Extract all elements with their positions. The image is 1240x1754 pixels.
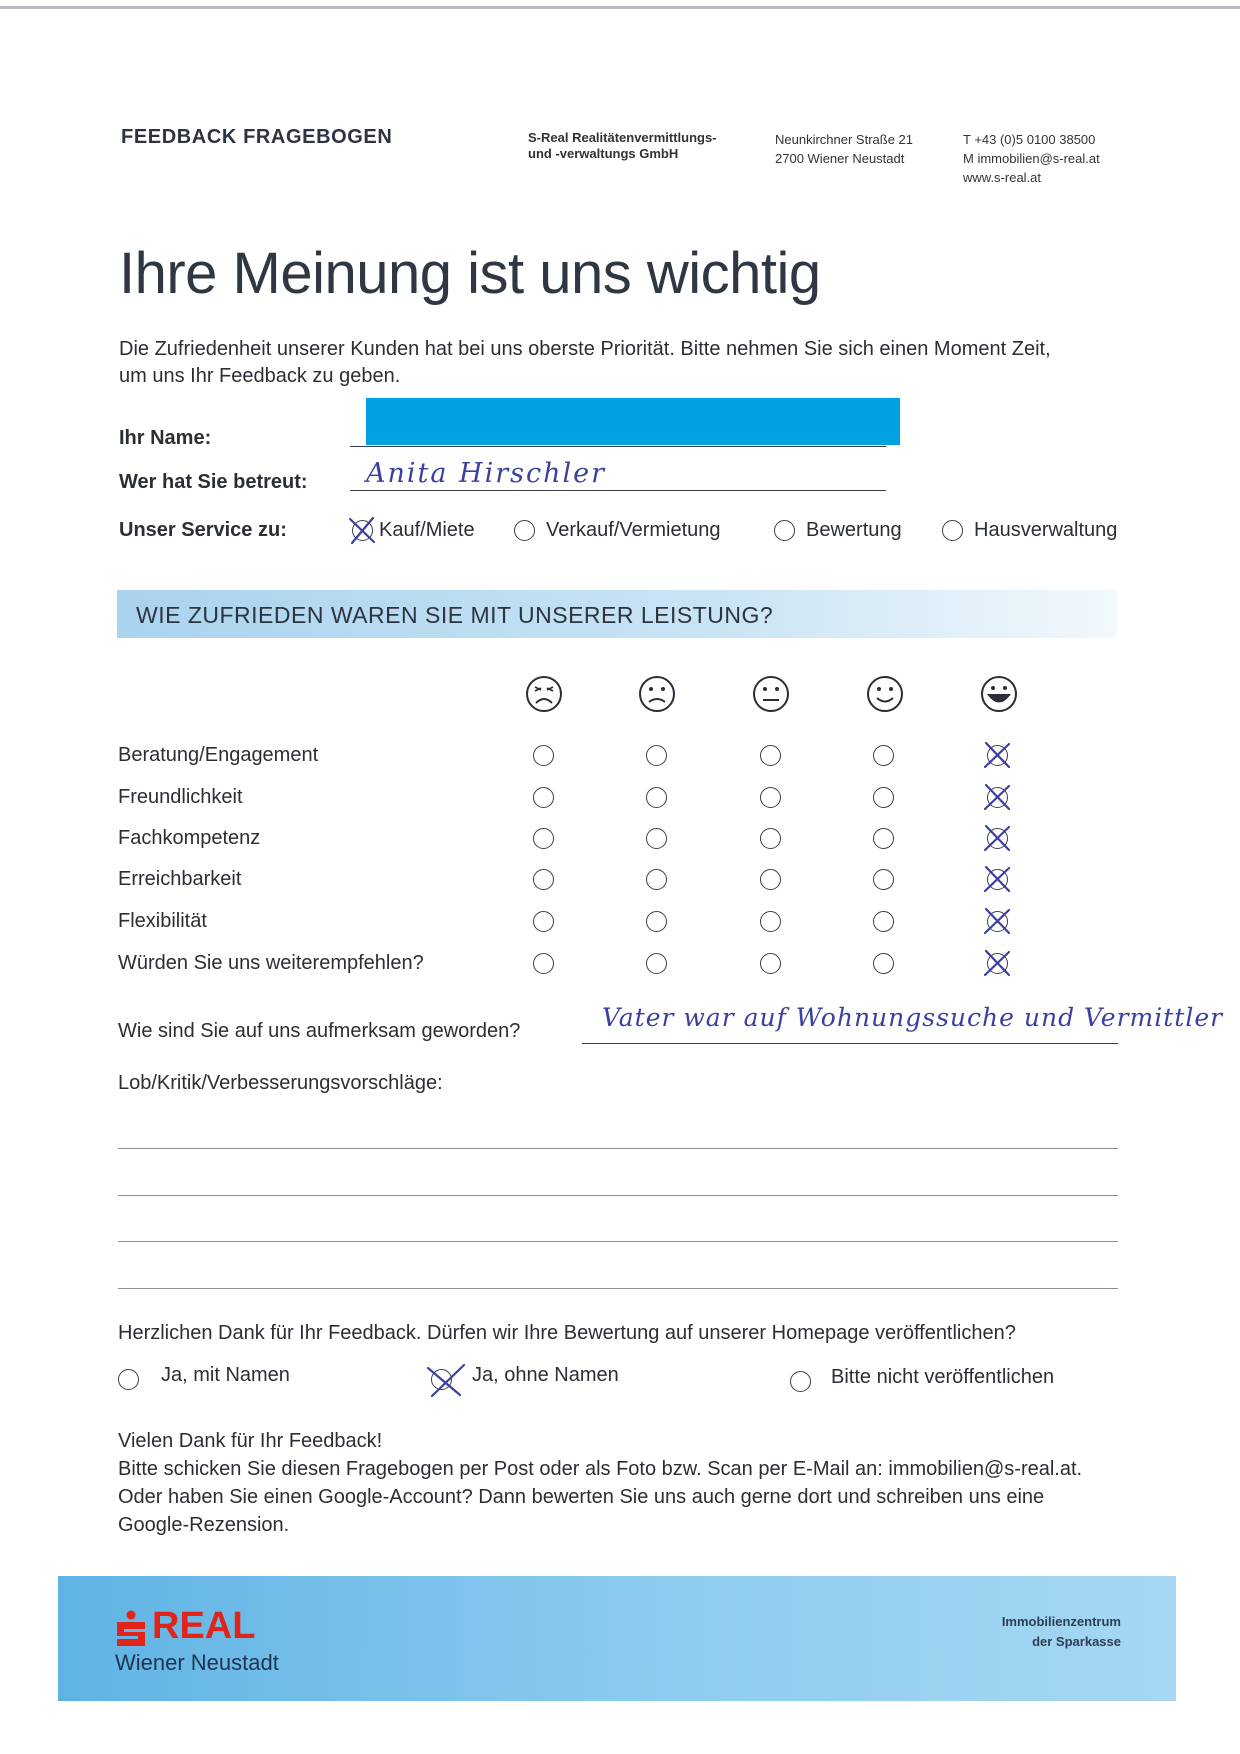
rating-radio[interactable]	[760, 869, 781, 890]
betreut-field[interactable]: Anita Hirschler	[366, 458, 607, 489]
name-underline	[350, 446, 886, 447]
service-option-label: Kauf/Miete	[379, 519, 475, 541]
publish-option-label: Ja, mit Namen	[161, 1364, 290, 1386]
sparkasse-s-logo-icon	[113, 1610, 149, 1647]
rating-radio[interactable]	[873, 911, 894, 932]
checkmark-x-icon	[982, 823, 1012, 853]
closing-line-2: Bitte schicken Sie diesen Fragebogen per Post oder als Foto bzw. Scan per E-Mail an: immobilien@s-real.at.	[118, 1458, 1083, 1480]
publish-question: Herzlichen Dank für Ihr Feedback. Dürfen wir Ihre Bewertung auf unserer Homepage veröffentlichen?	[118, 1322, 1016, 1344]
company-address	[775, 130, 913, 168]
checkmark-x-icon	[982, 948, 1012, 978]
checkmark-x-icon	[982, 740, 1012, 770]
very-unhappy-face-icon	[525, 675, 563, 713]
rating-row-label: Beratung/Engagement	[118, 744, 319, 766]
section-title: WIE ZUFRIEDEN WAREN SIE MIT UNSERER LEISTUNG?	[136, 602, 774, 628]
service-option-label: Hausverwaltung	[974, 519, 1118, 541]
service-hausverwaltung-radio[interactable]	[942, 520, 963, 541]
address-city: 2700 Wiener Neustadt	[775, 151, 905, 166]
rating-radio[interactable]	[760, 745, 781, 766]
footer-tagline-line-1: Immobilienzentrum	[1001, 1614, 1121, 1629]
rating-radio[interactable]	[533, 745, 554, 766]
form-type-title: FEEDBACK FRAGEBOGEN	[121, 126, 393, 148]
rating-radio[interactable]	[533, 911, 554, 932]
brand-city: Wiener Neustadt	[115, 1650, 279, 1675]
address-street: Neunkirchner Straße 21	[775, 132, 914, 147]
publish-with-name-radio[interactable]	[118, 1369, 139, 1390]
neutral-face-icon	[752, 675, 790, 713]
checkmark-x-icon	[982, 782, 1012, 812]
rating-radio[interactable]	[873, 787, 894, 808]
name-field-redaction[interactable]	[366, 398, 900, 445]
comments-line[interactable]	[118, 1241, 1118, 1242]
rating-radio[interactable]	[646, 787, 667, 808]
betreut-underline	[350, 490, 886, 491]
intro-line-2: um uns Ihr Feedback zu geben.	[119, 365, 401, 387]
checkmark-x-icon	[347, 515, 377, 545]
rating-radio[interactable]	[646, 911, 667, 932]
rating-row-label: Würden Sie uns weiterempfehlen?	[118, 952, 424, 974]
checkmark-x-icon	[982, 906, 1012, 936]
company-name	[528, 130, 717, 162]
page-headline: Ihre Meinung ist uns wichtig	[119, 241, 821, 306]
comments-line[interactable]	[118, 1148, 1118, 1149]
rating-radio[interactable]	[646, 745, 667, 766]
name-label: Ihr Name:	[119, 427, 212, 449]
rating-radio[interactable]	[760, 828, 781, 849]
rating-radio[interactable]	[646, 828, 667, 849]
scan-edge-line	[0, 6, 1240, 9]
service-bewertung-radio[interactable]	[774, 520, 795, 541]
service-option-label: Verkauf/Vermietung	[546, 519, 721, 541]
rating-radio[interactable]	[873, 869, 894, 890]
unhappy-face-icon	[638, 675, 676, 713]
source-answer-field[interactable]: Vater war auf Wohnungssuche und Vermittler	[602, 1003, 1224, 1032]
footer-tagline	[975, 1612, 1121, 1652]
service-option-label: Bewertung	[806, 519, 902, 541]
rating-radio[interactable]	[533, 828, 554, 849]
contact-web: www.s-real.at	[963, 170, 1042, 185]
comments-label: Lob/Kritik/Verbesserungsvorschläge:	[118, 1072, 443, 1094]
rating-radio[interactable]	[760, 953, 781, 974]
checkmark-x-icon	[424, 1362, 466, 1398]
company-contact	[963, 130, 1100, 187]
closing-text	[118, 1427, 1082, 1539]
publish-not-radio[interactable]	[790, 1371, 811, 1392]
closing-line-3: Oder haben Sie einen Google-Account? Dann bewerten Sie uns auch gerne dort und schreiben uns eine	[118, 1486, 1045, 1508]
publish-option-label: Ja, ohne Namen	[472, 1364, 619, 1386]
contact-phone: T +43 (0)5 0100 38500	[963, 132, 1096, 147]
source-underline	[582, 1043, 1118, 1044]
rating-radio[interactable]	[533, 953, 554, 974]
rating-radio[interactable]	[873, 745, 894, 766]
rating-radio[interactable]	[760, 911, 781, 932]
intro-line-1: Die Zufriedenheit unserer Kunden hat bei uns oberste Priorität. Bitte nehmen Sie sich einen Moment Zeit,	[119, 338, 1051, 360]
intro-text	[119, 336, 1139, 390]
closing-line-4: Google-Rezension.	[118, 1514, 290, 1536]
source-label: Wie sind Sie auf uns aufmerksam geworden?	[118, 1020, 521, 1042]
publish-option-label: Bitte nicht veröffentlichen	[831, 1366, 1055, 1388]
rating-radio[interactable]	[646, 869, 667, 890]
rating-radio[interactable]	[533, 787, 554, 808]
service-label: Unser Service zu:	[119, 519, 287, 541]
closing-line-1: Vielen Dank für Ihr Feedback!	[118, 1430, 383, 1452]
very-happy-face-icon	[980, 675, 1018, 713]
rating-row-label: Freundlichkeit	[118, 786, 243, 808]
brand-logo-text: REAL	[152, 1605, 256, 1647]
betreut-label: Wer hat Sie betreut:	[119, 471, 308, 493]
contact-email: M immobilien@s-real.at	[963, 151, 1100, 166]
service-verkauf-vermietung-radio[interactable]	[514, 520, 535, 541]
rating-row-label: Fachkompetenz	[118, 827, 261, 849]
rating-radio[interactable]	[760, 787, 781, 808]
company-name-line-2: und -verwaltungs GmbH	[528, 146, 679, 161]
comments-line[interactable]	[118, 1195, 1118, 1196]
checkmark-x-icon	[982, 864, 1012, 894]
happy-face-icon	[866, 675, 904, 713]
rating-radio[interactable]	[873, 828, 894, 849]
rating-radio[interactable]	[646, 953, 667, 974]
rating-radio[interactable]	[873, 953, 894, 974]
rating-radio[interactable]	[533, 869, 554, 890]
footer-tagline-line-2: der Sparkasse	[1032, 1634, 1121, 1649]
company-name-line-1: S-Real Realitätenvermittlungs-	[528, 130, 717, 145]
rating-row-label: Flexibilität	[118, 910, 207, 932]
comments-line[interactable]	[118, 1288, 1118, 1289]
rating-row-label: Erreichbarkeit	[118, 868, 242, 890]
